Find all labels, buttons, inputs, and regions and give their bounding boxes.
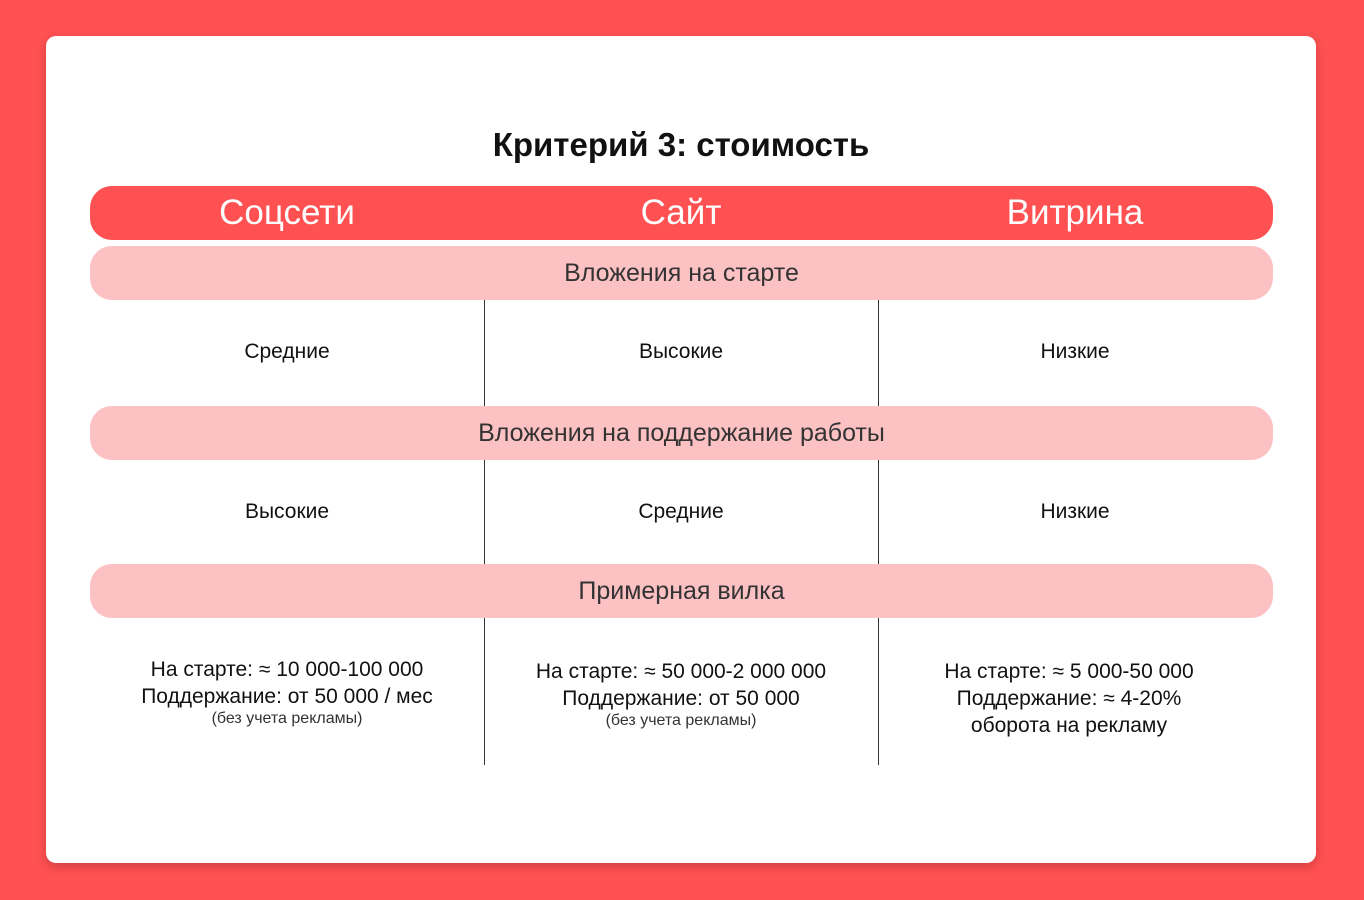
range-start-label: На старте: xyxy=(944,660,1047,683)
range-note: (без учета рекламы) xyxy=(211,710,363,727)
section-startup-investment: Вложения на старте xyxy=(90,246,1273,300)
value-site-maintenance: Средние xyxy=(638,500,724,523)
range-start-line xyxy=(484,658,878,685)
range-support-line xyxy=(90,683,484,710)
range-support-label: Поддержание: xyxy=(956,687,1098,710)
range-support-line xyxy=(484,685,878,712)
value-site-startup: Высокие xyxy=(638,340,724,363)
column-title-showcase: Витрина xyxy=(1006,193,1144,232)
value-socials-maintenance: Высокие xyxy=(244,500,330,523)
range-support-value: ≈ 4-20% xyxy=(1097,687,1182,710)
range-support-label: Поддержание: xyxy=(141,685,282,708)
value-showcase-maintenance: Низкие xyxy=(1040,500,1110,523)
range-support-value: от 50 000 / мес xyxy=(281,685,433,708)
value-showcase-startup: Низкие xyxy=(1040,340,1110,363)
range-socials xyxy=(90,656,484,728)
range-showcase xyxy=(872,658,1266,739)
range-start-value: ≈ 5 000-50 000 xyxy=(1046,660,1194,683)
range-start-line xyxy=(872,658,1266,685)
range-start-value: ≈ 10 000-100 000 xyxy=(253,658,424,681)
value-socials-startup: Средние xyxy=(244,340,330,363)
range-start-value: ≈ 50 000-2 000 000 xyxy=(638,660,827,683)
section-maintenance-investment: Вложения на поддержание работы xyxy=(90,406,1273,460)
range-note: (без учета рекламы) xyxy=(605,712,757,729)
columns-header xyxy=(90,186,1273,240)
range-start-line xyxy=(90,656,484,683)
column-title-socials: Соцсети xyxy=(219,193,355,232)
range-support-value: от 50 000 xyxy=(703,687,800,710)
range-site xyxy=(484,658,878,730)
page-title: Критерий 3: стоимость xyxy=(492,126,870,163)
range-support-label: Поддержание: xyxy=(562,687,703,710)
range-start-label: На старте: xyxy=(150,658,254,681)
range-support-line xyxy=(872,685,1266,712)
section-price-range: Примерная вилка xyxy=(90,564,1273,618)
column-title-site: Сайт xyxy=(640,193,722,232)
comparison-card xyxy=(46,36,1316,863)
range-extra-line: оборота на рекламу xyxy=(970,714,1168,737)
range-start-label: На старте: xyxy=(535,660,639,683)
